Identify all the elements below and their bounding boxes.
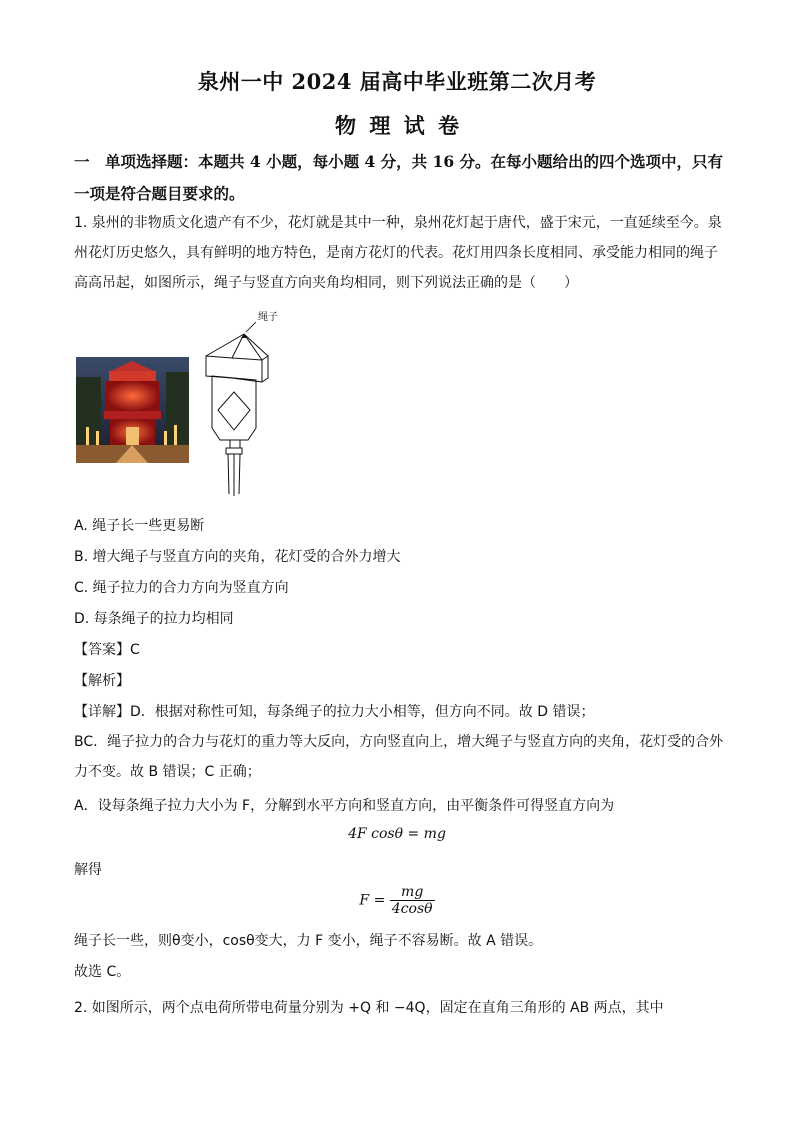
equation-2-fraction (390, 884, 435, 917)
solve-label: 解得 (74, 862, 102, 878)
exam-title: 泉州一中 2024 届高中毕业班第二次月考 (197, 69, 597, 94)
detail-d: 【详解】D．根据对称性可知，每条绳子的拉力大小相等，但方向不同。故 D 错误； (74, 704, 595, 720)
final-choice: 故选 C。 (74, 964, 131, 980)
detail-a-conclusion: 绳子长一些，则θ变小，cosθ变大，力 F 变小，绳子不容易断。故 A 错误。 (74, 933, 543, 949)
equation-1: 4F cosθ = mg (348, 826, 446, 842)
option-c: C. 绳子拉力的合力方向为竖直方向 (74, 580, 289, 596)
question-1-stem: 1. 泉州的非物质文化遗产有不少，花灯就是其中一种，泉州花灯起于唐代，盛于宋元，一直延续至今。泉州花灯历史悠久，具有鲜明的地方特色，是南方花灯的代表。花灯用四条长度相同、承受能力相同的绳子高高吊起，如图所示，绳子与竖直方向夹角均相同，则下列说法正确的是（ ） (74, 215, 722, 291)
question-2-stem: 2. 如图所示，两个点电荷所带电荷量分别为 +Q 和 −4Q，固定在直角三角形的 AB 两点，其中 (74, 1000, 664, 1016)
lantern-diagram (196, 306, 286, 498)
equation-2-denominator: 4cosθ (391, 901, 433, 917)
lantern-photo-image (76, 357, 189, 463)
detail-bc: BC．绳子拉力的合力与花灯的重力等大反向，方向竖直向上，增大绳子与竖直方向的夹角，花灯受的合外力不变。故 B 错误；C 正确； (74, 734, 724, 780)
equation-2-lhs: F = (359, 892, 386, 909)
option-d: D. 每条绳子的拉力均相同 (74, 611, 234, 627)
analysis-label: 【解析】 (74, 673, 130, 689)
section-heading: 一 单项选择题：本题共 4 小题，每小题 4 分，共 16 分。在每小题给出的四个选项中，只有一项是符合题目要求的。 (74, 152, 724, 203)
lantern-diagram-drawing (196, 306, 286, 498)
answer-line: 【答案】C (74, 642, 140, 658)
detail-a: A．设每条绳子拉力大小为 F，分解到水平方向和竖直方向，由平衡条件可得竖直方向为 (74, 798, 615, 814)
equation-2 (0, 884, 794, 917)
lantern-photo (76, 357, 189, 463)
rope-label: 绳子 (258, 312, 278, 323)
option-b: B. 增大绳子与竖直方向的夹角，花灯受的合外力增大 (74, 549, 401, 565)
option-a: A. 绳子长一些更易断 (74, 518, 205, 534)
exam-subtitle: 物 理 试 卷 (335, 113, 459, 138)
equation-2-numerator: mg (390, 884, 435, 901)
